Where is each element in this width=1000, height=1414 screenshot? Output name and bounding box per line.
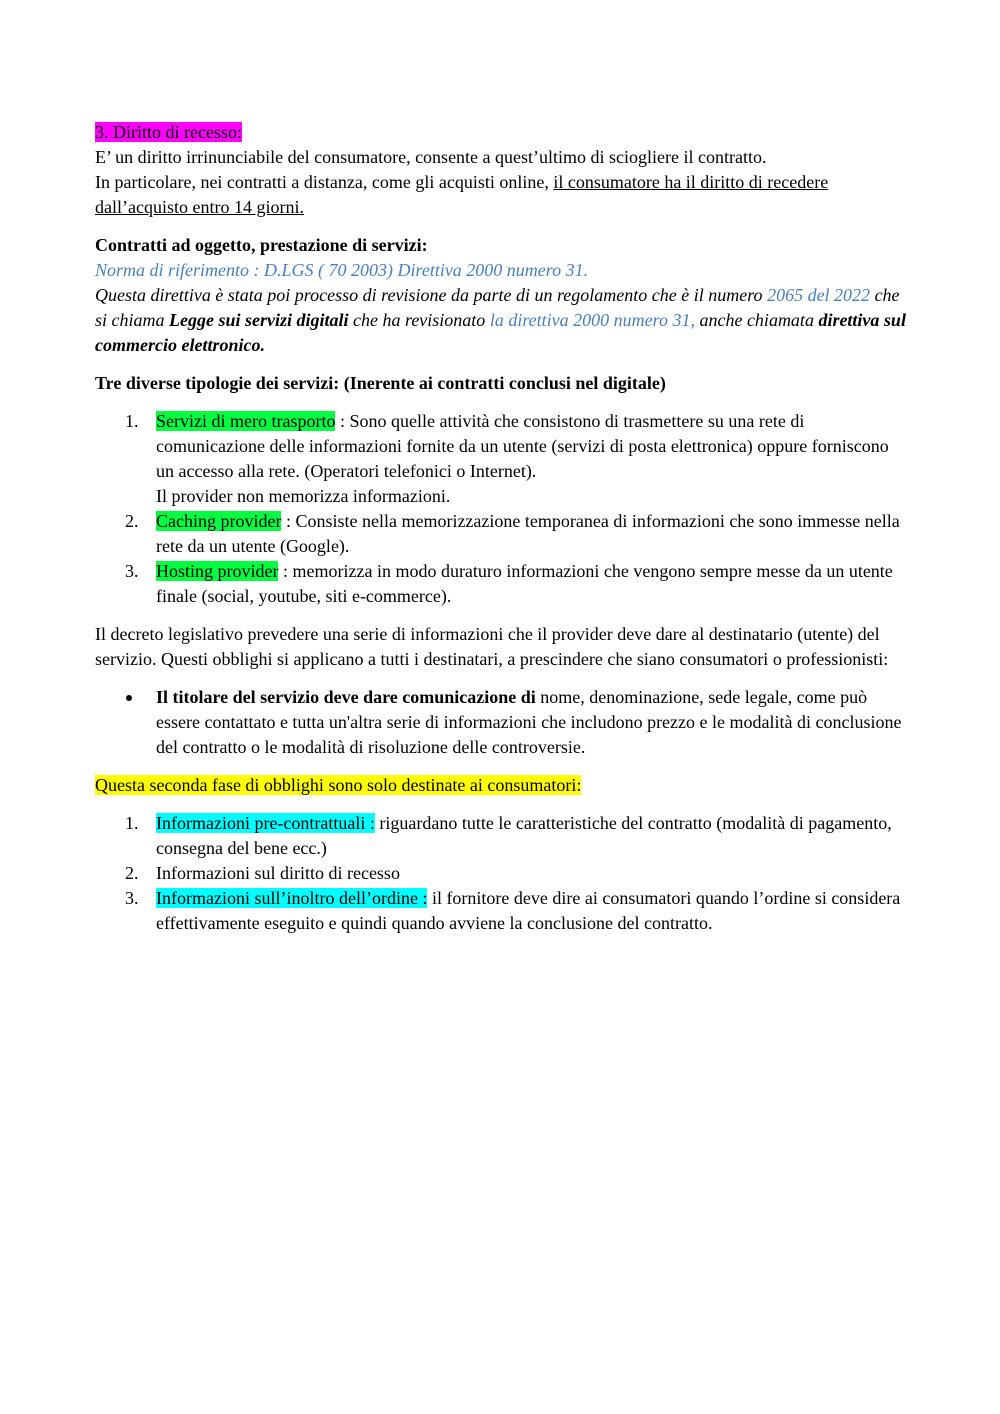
servizio-text: : Sono quelle attività che consistono di trasmettere su una rete di comunicazione delle informazioni fornite da un utente (servizi di posta elettronica) oppure forniscono un accesso alla rete. (Operatori telefonici o Internet). [156, 411, 889, 481]
informazioni-text: Informazioni sul diritto di recesso [156, 863, 400, 883]
list-item [95, 509, 910, 559]
section-recesso [95, 120, 910, 220]
section-heading-consumatori: Questa seconda fase di obblighi sono solo destinate ai consumatori: [95, 775, 582, 795]
recesso-line-1: E’ un diritto irrinunciabile del consumatore, consente a quest’ultimo di sciogliere il contratto. [95, 147, 767, 167]
consumatori-list [95, 811, 910, 936]
list-item [95, 811, 910, 861]
informazioni-label: Informazioni pre-contrattuali : [156, 813, 375, 833]
informazioni-text: riguardano tutte le caratteristiche del contratto (modalità di pagamento, consegna del bene ecc.) [156, 813, 892, 858]
direttiva-riferimento: la direttiva 2000 numero 31, [489, 310, 695, 330]
direttiva-commercio-elettronico: direttiva sul commercio elettronico. [95, 310, 906, 355]
list-item [95, 685, 910, 760]
servizi-list [95, 409, 910, 609]
servizio-extra: Il provider non memorizza informazioni. [156, 486, 451, 506]
servizio-text: : memorizza in modo duraturo informazioni che vengono sempre messe da un utente finale (social, youtube, siti e-commerce). [156, 561, 893, 606]
section-contratti [95, 233, 910, 358]
recesso-underlined: il consumatore ha il diritto di recedere dall’acquisto entro 14 giorni. [95, 172, 829, 217]
titolare-list [95, 685, 910, 760]
direttiva-text-c: che si chiama [95, 285, 900, 330]
list-item [95, 409, 910, 509]
direttiva-paragraph [95, 285, 906, 355]
servizio-label: Servizi di mero trasporto [156, 411, 336, 431]
servizio-label: Caching provider [156, 511, 282, 531]
legge-servizi-digitali: Legge sui servizi digitali [169, 310, 349, 330]
list-item [95, 886, 910, 936]
direttiva-text-g: anche chiamata [694, 310, 819, 330]
list-item [95, 861, 910, 886]
list-number: 1. [125, 813, 139, 833]
direttiva-text-e: che ha revisionato [348, 310, 490, 330]
recesso-line-2: In particolare, nei contratti a distanza, come gli acquisti online, [95, 172, 554, 192]
bullet-text: nome, denominazione, sede legale, come può essere contattato e tutta un'altra serie di informazioni che includono prezzo e le modalità di conclusione del contratto o le modalità di risoluzione delle controversie. [156, 687, 902, 757]
bullet-icon [126, 695, 132, 701]
regolamento-numero: 2065 del 2022 [767, 285, 871, 305]
direttiva-text-a: Questa direttiva è stata poi processo di revisione da parte di un regolamento che è il numero [95, 285, 768, 305]
bullet-bold-text: Il titolare del servizio deve dare comunicazione di [156, 687, 536, 707]
list-number: 3. [125, 561, 139, 581]
servizio-label: Hosting provider [156, 561, 279, 581]
document-page [95, 120, 910, 936]
informazioni-text: il fornitore deve dire ai consumatori quando l’ordine si considera effettivamente eseguito e quindi quando avviene la conclusione del contratto. [156, 888, 901, 933]
norma-riferimento: Norma di riferimento : D.LGS ( 70 2003) Direttiva 2000 numero 31. [95, 260, 589, 280]
informazioni-label: Informazioni sull’inoltro dell’ordine : [156, 888, 428, 908]
servizio-text: : Consiste nella memorizzazione temporanea di informazioni che sono immesse nella rete da un utente (Google). [156, 511, 900, 556]
section-consumatori [95, 773, 910, 798]
section-heading-contratti: Contratti ad oggetto, prestazione di servizi: [95, 235, 428, 255]
section-tipologie [95, 371, 910, 396]
list-number: 2. [125, 863, 139, 883]
decreto-paragraph: Il decreto legislativo prevedere una serie di informazioni che il provider deve dare al destinatario (utente) del servizio. Questi obblighi si applicano a tutti i destinatari, a prescindere che siano consumatori o professionisti: [95, 624, 889, 669]
section-heading-tipologie: Tre diverse tipologie dei servizi: (Inerente ai contratti conclusi nel digitale) [95, 373, 666, 393]
list-number: 1. [125, 411, 139, 431]
list-item [95, 559, 910, 609]
list-number: 2. [125, 511, 139, 531]
list-number: 3. [125, 888, 139, 908]
section-heading-recesso: 3. Diritto di recesso: [95, 122, 242, 142]
